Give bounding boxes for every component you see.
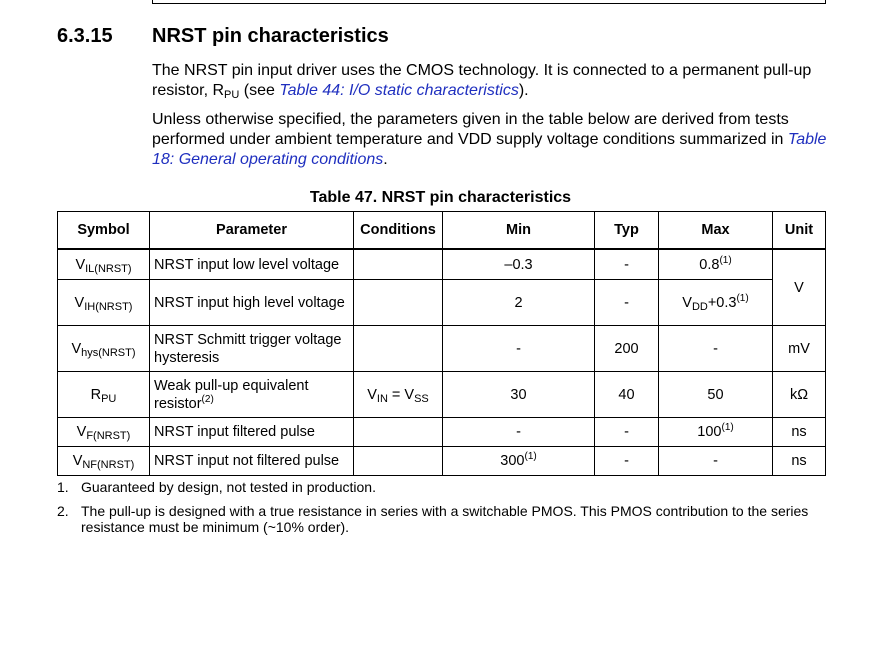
max-value: +0.3 [707,294,737,311]
nrst-characteristics-table [57,211,826,476]
conditions-text-a: Unless otherwise specified, the parameters given in the table below are derived from tests performed under ambient temperature and VDD supply voltage conditions summarized in [152,111,789,148]
section-title: NRST pin characteristics [152,25,389,47]
parameter-text: Weak pull-up equivalent resistor [154,377,309,412]
symbol-letter: V [72,453,83,469]
symbol-subscript: IL(NRST) [85,262,132,275]
condition-subscript: IN [376,392,388,405]
parameter-cell [150,372,354,418]
table-footnotes [57,479,817,543]
max-cell: 50 [659,372,773,418]
symbol-cell [58,372,150,418]
max-cell [659,249,773,280]
min-cell: 30 [443,372,595,418]
max-value: 100 [697,424,722,440]
header-parameter: Parameter [150,212,354,250]
parameter-cell: NRST input low level voltage [150,249,354,280]
header-max: Max [659,212,773,250]
footnote [57,479,817,495]
footnote [57,503,817,535]
parameter-cell: NRST input not filtered pulse [150,447,354,476]
min-value: 300 [500,453,525,469]
table-row [58,249,826,280]
table18-link[interactable]: Table 18: General operating conditions [152,131,827,168]
unit-cell: kΩ [773,372,826,418]
footnote-text: Guaranteed by design, not tested in production. [81,479,376,495]
symbol-subscript: IH(NRST) [84,300,133,313]
table-row [58,447,826,476]
symbol-subscript: hys(NRST) [81,346,136,359]
typ-cell: 200 [595,326,659,372]
symbol-letter: V [75,256,86,273]
max-cell [659,418,773,447]
min-cell: 2 [443,280,595,326]
footnote-ref: (2) [201,393,214,405]
conditions-cell [354,372,443,418]
intro-text-b: (see [239,82,280,99]
header-min: Min [443,212,595,250]
symbol-letter: V [74,294,85,311]
symbol-cell [58,418,150,447]
unit-cell: ns [773,447,826,476]
unit-cell: mV [773,326,826,372]
footnote-ref: (1) [719,254,732,266]
max-cell: - [659,326,773,372]
footnote-ref: (1) [721,422,734,433]
max-value: 0.8 [699,256,720,273]
symbol-cell [58,326,150,372]
conditions-cell [354,447,443,476]
typ-cell: - [595,418,659,447]
header-typ: Typ [595,212,659,250]
table-caption: Table 47. NRST pin characteristics [309,189,572,206]
table-row [58,280,826,326]
conditions-cell [354,280,443,326]
symbol-subscript: PU [101,392,117,405]
condition-letter: V [367,386,377,403]
symbol-subscript: NF(NRST) [82,459,135,471]
conditions-cell [354,418,443,447]
unit-cell: V [773,249,826,326]
condition-subscript: SS [414,392,429,405]
typ-cell: - [595,249,659,280]
condition-equals: = V [387,386,415,403]
table-row [58,326,826,372]
min-cell [443,447,595,476]
unit-cell: ns [773,418,826,447]
table-row [58,418,826,447]
intro-subscript: PU [224,89,240,101]
section-number: 6.3.15 [57,25,113,47]
max-subscript: DD [691,300,708,313]
footnote-ref: (1) [736,292,749,304]
intro-text-a: The NRST pin input driver uses the CMOS technology. It is connected to a permanent pull-up resistor, R [152,62,812,99]
min-cell: - [443,418,595,447]
symbol-letter: R [90,386,102,403]
max-prefix: V [682,294,692,311]
symbol-letter: V [71,340,82,357]
max-cell: - [659,447,773,476]
max-cell [659,280,773,326]
intro-text-c: ). [518,82,529,99]
conditions-text-b: . [383,151,388,168]
footnote-number: 2. [57,503,69,519]
symbol-subscript: F(NRST) [86,430,131,442]
conditions-cell [354,326,443,372]
typ-cell: - [595,447,659,476]
footnote-text: The pull-up is designed with a true resistance in series with a switchable PMOS. This PMOS contribution to the series resistance must be minimum (~10% order). [81,503,809,535]
parameter-cell: NRST input filtered pulse [150,418,354,447]
previous-table-bottom-rule [152,0,826,4]
conditions-paragraph [152,110,832,170]
typ-cell: - [595,280,659,326]
intro-paragraph [152,61,832,101]
table44-link[interactable]: Table 44: I/O static characteristics [279,82,519,99]
footnote-number: 1. [57,479,69,495]
symbol-letter: V [76,424,87,440]
header-conditions: Conditions [354,212,443,250]
symbol-cell [58,249,150,280]
parameter-cell: NRST Schmitt trigger voltage hysteresis [150,326,354,372]
symbol-cell [58,447,150,476]
parameter-cell: NRST input high level voltage [150,280,354,326]
table-row [58,372,826,418]
symbol-cell [58,280,150,326]
min-cell: - [443,326,595,372]
header-symbol: Symbol [58,212,150,250]
table-header-row [58,212,826,250]
header-unit: Unit [773,212,826,250]
typ-cell: 40 [595,372,659,418]
footnote-ref: (1) [524,451,537,462]
conditions-cell [354,249,443,280]
min-cell: –0.3 [443,249,595,280]
